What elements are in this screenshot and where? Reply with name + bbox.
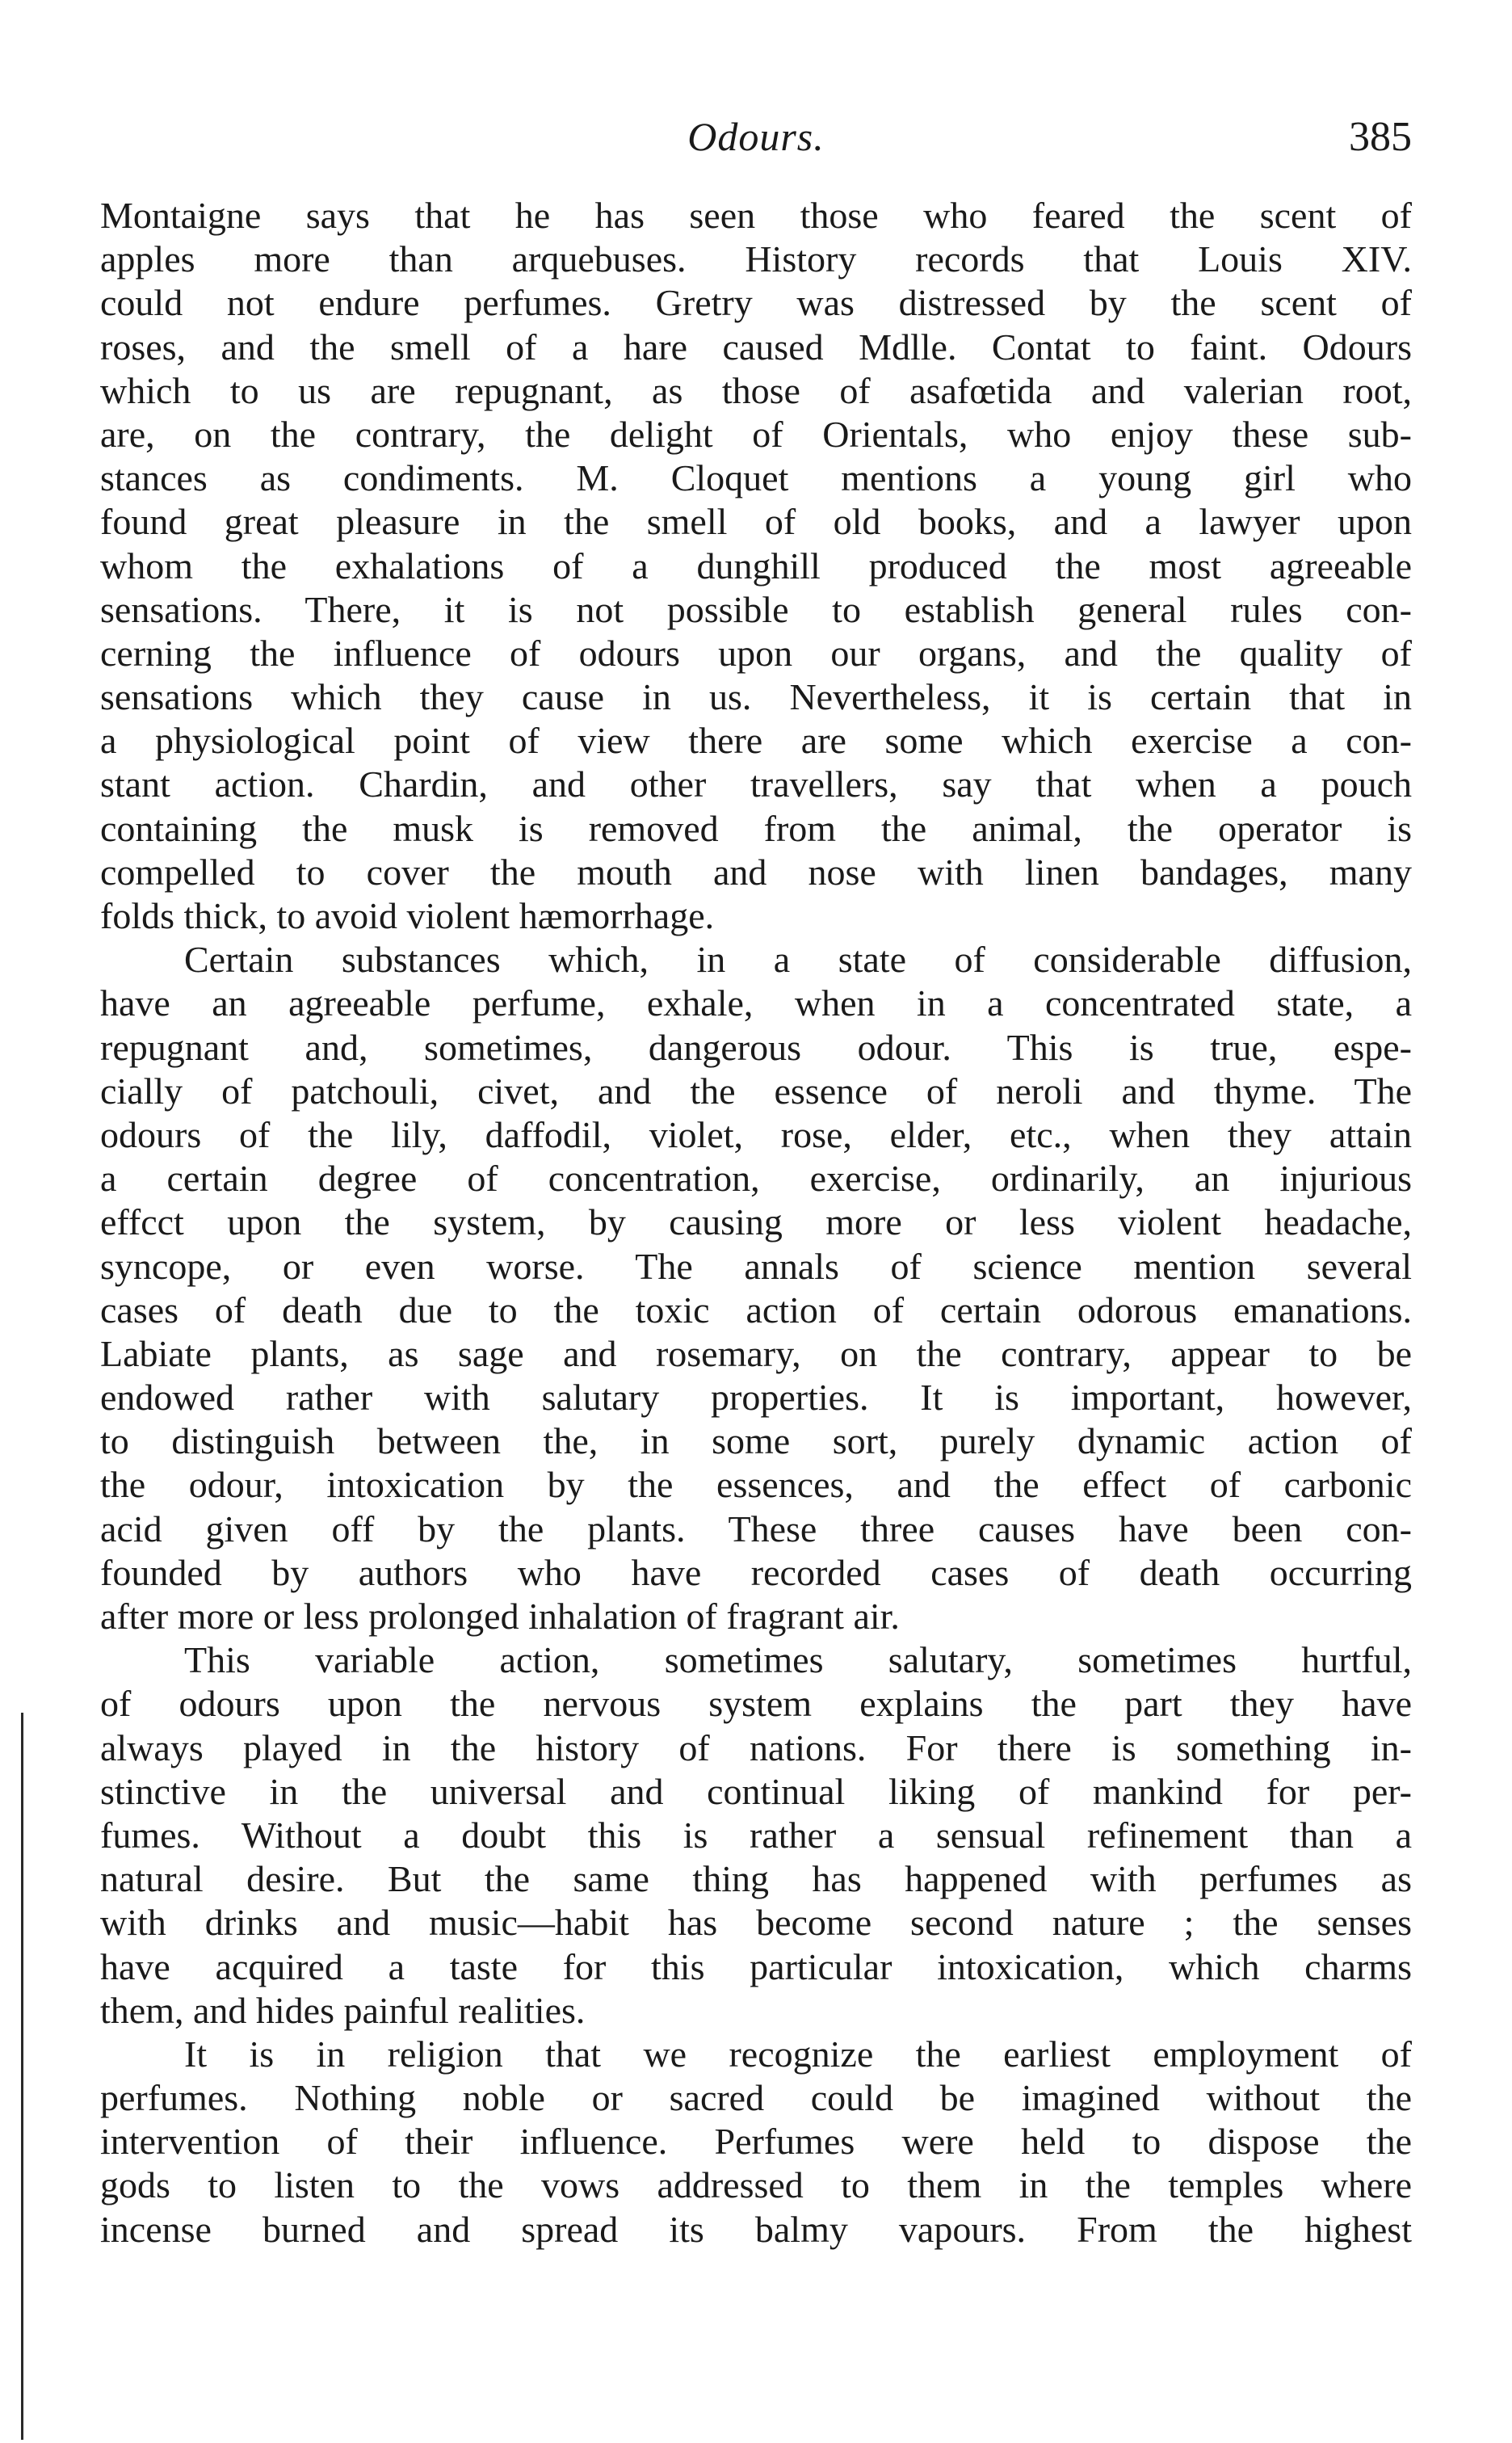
text-line: folds thick, to avoid violent hæmorrhage.: [100, 895, 715, 936]
text-line: them, and hides painful realities.: [100, 1989, 586, 2031]
text-line: cerning the influence of odours upon our organs, and the quality of: [100, 632, 1412, 674]
text-line: odours of the lily, daffodil, violet, rose, elder, etc., when they attain: [100, 1113, 1412, 1155]
text-line: sensations. There, it is not possible to establish general rules con-: [100, 588, 1412, 630]
text-line: found great pleasure in the smell of old books, and a lawyer upon: [100, 501, 1412, 543]
text-line: natural desire. But the same thing has happened with perfumes as: [100, 1858, 1412, 1900]
text-line: stinctive in the universal and continual liking of mankind for per-: [100, 1770, 1412, 1812]
text-line: have an agreeable perfume, exhale, when in a concentrated state, a: [100, 982, 1412, 1024]
text-line: This variable action, sometimes salutary, sometimes hurtful,: [184, 1639, 1412, 1681]
text-line: have acquired a taste for this particular intoxication, which charms: [100, 1945, 1412, 1987]
text-line: repugnant and, sometimes, dangerous odour. This is true, espe-: [100, 1026, 1412, 1068]
text-line: with drinks and music—habit has become second nature ; the senses: [100, 1902, 1412, 1944]
text-line: whom the exhalations of a dunghill produced the most agreeable: [100, 545, 1412, 587]
running-title: Odours.: [687, 114, 825, 159]
text-line: stant action. Chardin, and other travellers, say that when a pouch: [100, 763, 1412, 805]
text-line: acid given off by the plants. These three causes have been con-: [100, 1507, 1412, 1549]
text-line: the odour, intoxication by the essences, and the effect of carbonic: [100, 1464, 1412, 1506]
running-head: [100, 113, 1412, 170]
text-line: could not endure perfumes. Gretry was distressed by the scent of: [100, 282, 1412, 324]
text-line: founded by authors who have recorded cases of death occurring: [100, 1551, 1412, 1593]
text-line: a certain degree of concentration, exercise, ordinarily, an injurious: [100, 1158, 1412, 1200]
page-edge-rule: [21, 1713, 23, 2440]
paragraph-3: [100, 1638, 1412, 2033]
text-line: always played in the history of nations. For there is something in-: [100, 1726, 1412, 1768]
text-line: gods to listen to the vows addressed to them in the temples where: [100, 2164, 1412, 2206]
text-line: Montaigne says that he has seen those who feared the scent of: [100, 195, 1412, 236]
text-line: endowed rather with salutary properties. It is important, however,: [100, 1377, 1412, 1419]
text-line: It is in religion that we recognize the earliest employment of: [184, 2033, 1412, 2075]
text-line: are, on the contrary, the delight of Orientals, who enjoy these sub-: [100, 413, 1412, 455]
text-line: cially of patchouli, civet, and the essence of neroli and thyme. The: [100, 1070, 1412, 1112]
text-line: perfumes. Nothing noble or sacred could be imagined without the: [100, 2077, 1412, 2119]
text-line: which to us are repugnant, as those of asafœtida and valerian root,: [100, 369, 1412, 411]
text-line: Labiate plants, as sage and rosemary, on the contrary, appear to be: [100, 1332, 1412, 1374]
page-number: 385: [1349, 114, 1412, 160]
text-line: to distinguish between the, in some sort, purely dynamic action of: [100, 1420, 1412, 1462]
text-line: sensations which they cause in us. Nevertheless, it is certain that in: [100, 676, 1412, 718]
text-line: of odours upon the nervous system explains the part they have: [100, 1683, 1412, 1725]
text-line: after more or less prolonged inhalation of fragrant air.: [100, 1596, 900, 1637]
text-line: containing the musk is removed from the animal, the operator is: [100, 807, 1412, 849]
text-line: Certain substances which, in a state of considerable diffusion,: [184, 939, 1412, 981]
paragraph-1: [100, 194, 1412, 938]
text-line: a physiological point of view there are some which exercise a con-: [100, 720, 1412, 762]
text-line: apples more than arquebuses. History records that Louis XIV.: [100, 238, 1412, 280]
text-line: syncope, or even worse. The annals of science mention several: [100, 1245, 1412, 1287]
paragraph-4: [100, 2033, 1412, 2252]
text-line: incense burned and spread its balmy vapours. From the highest: [100, 2208, 1412, 2250]
text-line: intervention of their influence. Perfumes were held to dispose the: [100, 2121, 1412, 2163]
body-text: [100, 194, 1412, 2252]
text-line: fumes. Without a doubt this is rather a sensual refinement than a: [100, 1814, 1412, 1856]
text-line: cases of death due to the toxic action of certain odorous emanations.: [100, 1289, 1412, 1331]
text-line: roses, and the smell of a hare caused Mdlle. Contat to faint. Odours: [100, 326, 1412, 368]
text-line: compelled to cover the mouth and nose with linen bandages, many: [100, 851, 1412, 893]
paragraph-2: [100, 938, 1412, 1638]
text-line: stances as condiments. M. Cloquet mentions a young girl who: [100, 457, 1412, 499]
text-line: effcct upon the system, by causing more or less violent headache,: [100, 1201, 1412, 1243]
